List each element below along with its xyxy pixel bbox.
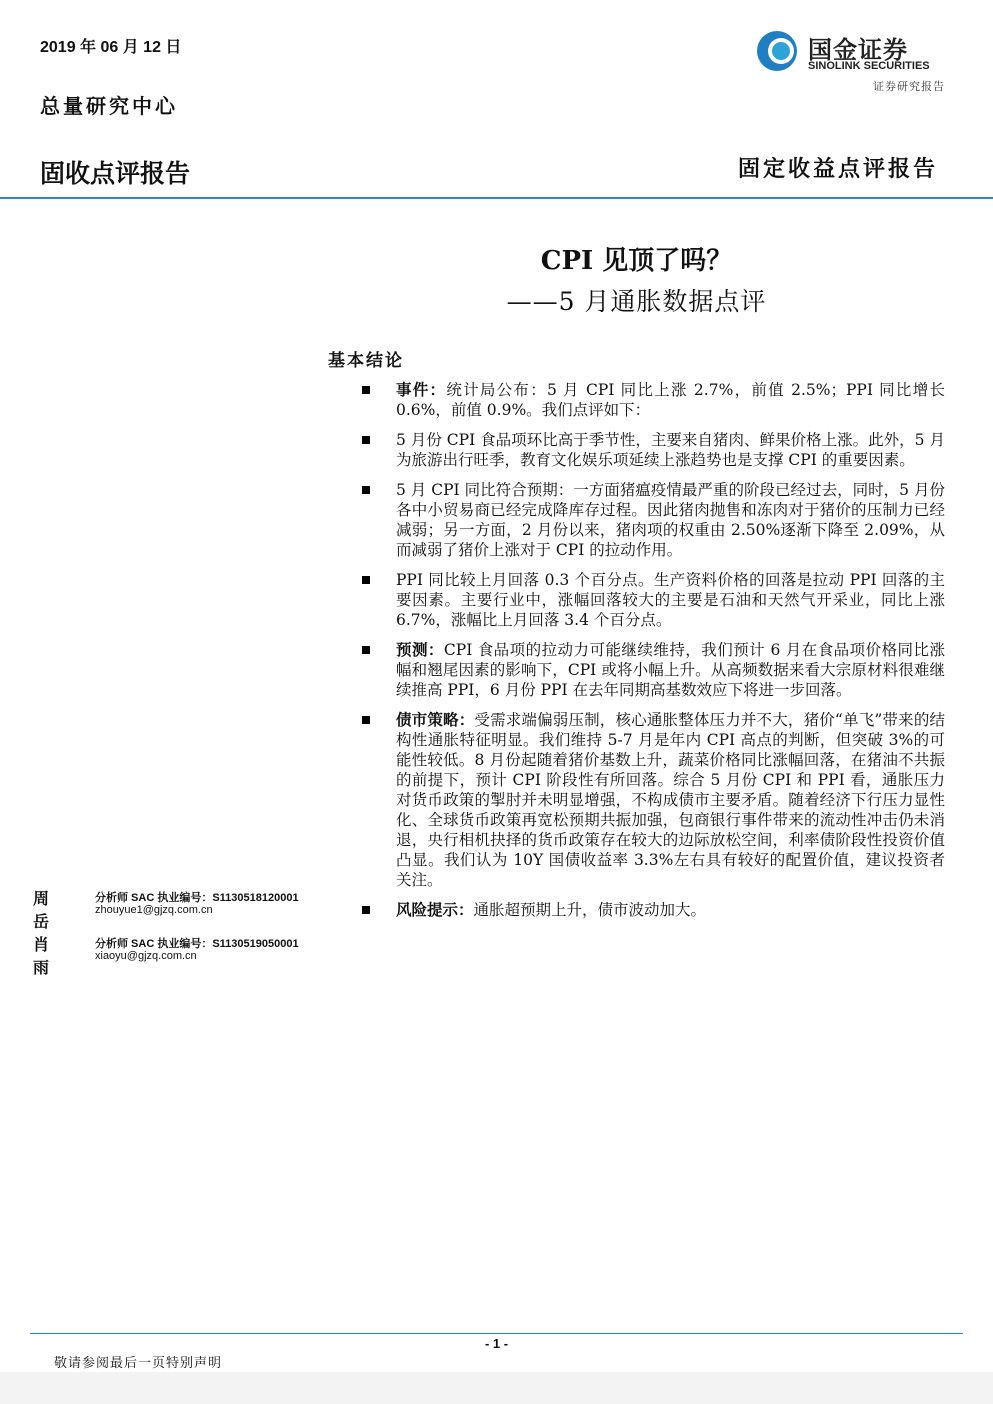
- report-title: CPI 见顶了吗？: [540, 246, 733, 276]
- analyst-name: 周岳: [33, 889, 53, 931]
- page-number: - 1 -: [484, 1336, 509, 1351]
- bullet-text: 通胀超预期上升，债市波动加大。: [473, 901, 707, 919]
- report-subtitle: ——5 月通胀数据点评: [506, 287, 767, 316]
- header-divider: [0, 197, 993, 199]
- logo-subtitle: 证券研究报告: [873, 80, 945, 93]
- report-date: 2019 年 06 月 12 日: [40, 39, 182, 56]
- bullet-text: PPI 同比较上月回落 0.3 个百分点。生产资料价格的回落是拉动 PPI 回落的主要因素。主要行业中，涨幅回落较大的主要是石油和天然气开采业，同比上涨 6.7%，涨幅比上月回落 3.4 个百分点。: [396, 571, 945, 629]
- bullet-text: 5 月 CPI 同比符合预期：一方面猪瘟疫情最严重的阶段已经过去，同时，5 月份各中小贸易商已经完成降库存过程。因此猪肉抛售和冻肉对于猪价的压制力已经减弱；另一方面，2 月份以来，猪肉项的权重由 2.50%逐渐下降至 2.09%，从而减弱了猪价上涨对于 CPI 的拉动作用。: [396, 481, 945, 559]
- analyst-email[interactable]: xiaoyu@gjzq.com.cn: [95, 950, 197, 962]
- department-name: 总量研究中心: [40, 94, 178, 118]
- list-item: [360, 900, 945, 920]
- analyst-sac: 分析师 SAC 执业编号：S1130519050001: [95, 938, 299, 950]
- bullet-text: 统计局公布：5 月 CPI 同比上涨 2.7%，前值 2.5%；PPI 同比增长 0.6%，前值 0.9%。我们点评如下：: [396, 381, 945, 419]
- report-type-right: 固定收益点评报告: [737, 156, 938, 182]
- analyst-name: 肖雨: [33, 935, 53, 977]
- bullet-text: 5 月份 CPI 食品项环比高于季节性，主要来自猪肉、鲜果价格上涨。此外，5 月为旅游出行旺季，教育文化娱乐项延续上涨趋势也是支撑 CPI 的重要因素。: [396, 431, 945, 469]
- list-item: [360, 430, 945, 470]
- list-item: [360, 380, 945, 420]
- bullet-lead: 事件：: [396, 380, 447, 399]
- section-heading: 基本结论: [328, 351, 404, 371]
- report-type-left: 固收点评报告: [40, 160, 191, 188]
- footer-band: [0, 1372, 993, 1404]
- bullet-lead: 债市策略：: [396, 710, 475, 729]
- company-logo: [756, 30, 946, 76]
- sinolink-logo-icon: [756, 30, 798, 72]
- list-item: [360, 640, 945, 700]
- bullet-lead: 预测：: [396, 640, 444, 659]
- footer-disclaimer: 敬请参阅最后一页特别声明: [54, 1356, 223, 1371]
- conclusion-list: [360, 380, 945, 930]
- bullet-text: 受需求端偏弱压制，核心通胀整体压力并不大，猪价“单飞”带来的结构性通胀特征明显。我们维持 5-7 月是年内 CPI 高点的判断，但突破 3%的可能性较低。8 月份起随着猪价基数上升，蔬菜价格同比涨幅回落，在猪油不共振的前提下，预计 CPI 阶段性有所回落。综合 5 月份 CPI 和 PPI 看，通胀压力对货币政策的掣肘并未明显增强，不构成债市主要矛盾。随着经济下行压力显性化、全球货币政策再宽松预期共振加强，包商银行事件带来的流动性冲击仍未消退，央行相机抉择的货币政策存在较大的边际放松空间，利率债阶段性投资价值凸显。我们认为 10Y 国债收益率 3.3%左右具有较好的配置价值，建议投资者关注。: [396, 711, 945, 889]
- analyst-email[interactable]: zhouyue1@gjzq.com.cn: [95, 904, 213, 916]
- logo-chinese-name: 国金证券: [808, 37, 908, 64]
- list-item: [360, 710, 945, 890]
- bullet-lead: 风险提示：: [396, 900, 474, 919]
- list-item: [360, 570, 945, 630]
- logo-english-name: SINOLINK SECURITIES: [808, 60, 930, 72]
- footer-divider: [30, 1333, 963, 1334]
- analyst-sac: 分析师 SAC 执业编号：S1130518120001: [95, 892, 299, 904]
- list-item: [360, 480, 945, 560]
- bullet-text: CPI 食品项的拉动力可能继续维持，我们预计 6 月在食品项价格同比涨幅和翘尾因素的影响下，CPI 或将小幅上升。从高频数据来看大宗原材料很难继续推高 PPI，6 月份 PPI 在去年同期高基数效应下将进一步回落。: [396, 641, 945, 699]
